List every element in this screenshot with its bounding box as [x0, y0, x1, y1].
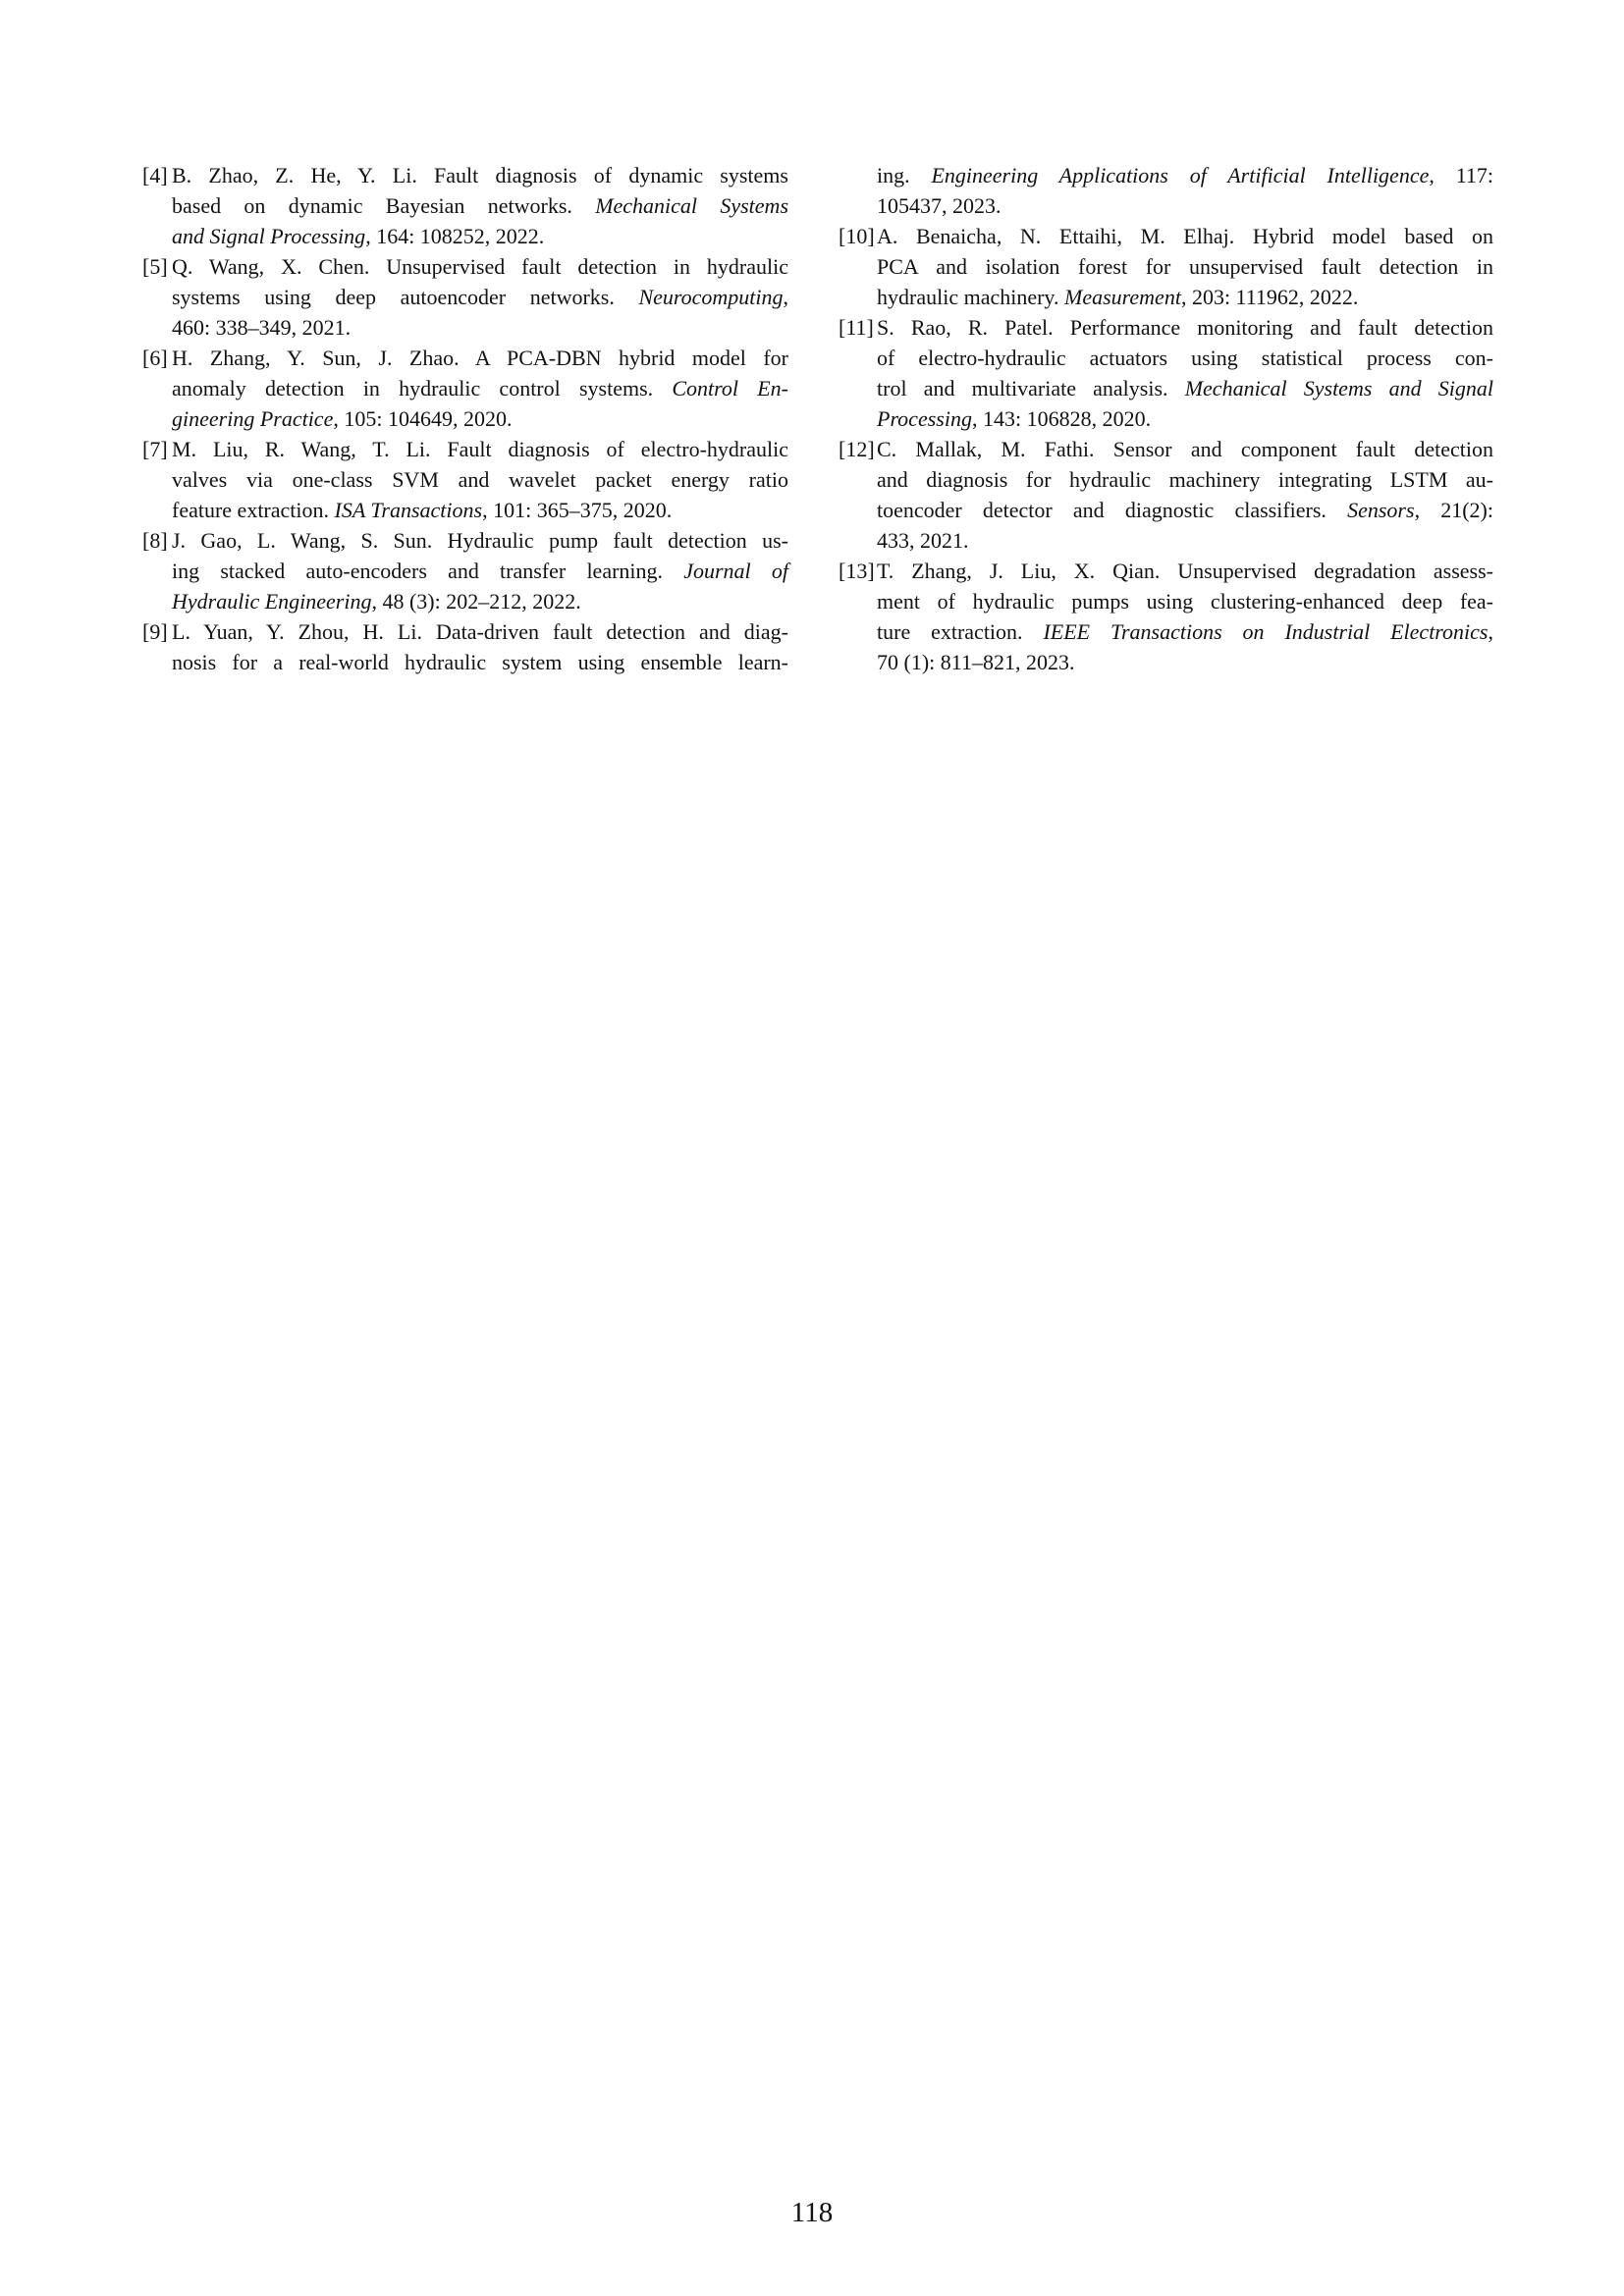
reference-line — [877, 221, 1493, 251]
reference-line — [172, 586, 788, 616]
reference-text: toencoder detector and diagnostic classifiers. — [877, 498, 1348, 522]
reference-line — [877, 586, 1493, 616]
references-column-right — [839, 160, 1493, 677]
reference-line — [877, 251, 1493, 282]
reference-line — [172, 647, 788, 677]
reference-line — [172, 160, 788, 190]
reference-label: [7] — [142, 437, 168, 461]
journal-title: Journal of — [683, 559, 788, 583]
reference-entry — [839, 221, 1493, 312]
reference-line — [172, 282, 788, 312]
reference-line — [172, 221, 788, 251]
reference-label: [13] — [839, 559, 875, 583]
reference-line — [877, 434, 1493, 464]
reference-text: B. Zhao, Z. He, Y. Li. Fault diagnosis of dynamic systems — [172, 163, 788, 187]
reference-text: nosis for a real-world hydraulic system using ensemble learn- — [172, 650, 788, 674]
reference-text: , 117: — [1429, 163, 1493, 187]
reference-body — [172, 616, 788, 677]
page-number: 118 — [790, 2197, 834, 2228]
reference-body — [172, 343, 788, 434]
reference-body — [172, 160, 788, 251]
reference-text: 70 (1): 811–821, 2023. — [877, 650, 1075, 674]
reference-label: [10] — [839, 224, 875, 248]
journal-title: Mechanical Systems and Signal — [1184, 376, 1493, 400]
reference-text: , 101: 365–375, 2020. — [482, 498, 673, 522]
reference-text: of electro-hydraulic actuators using statistical process con- — [877, 346, 1493, 370]
reference-body — [877, 434, 1493, 556]
reference-line — [172, 373, 788, 403]
reference-line — [172, 190, 788, 221]
journal-title: Sensors — [1347, 498, 1415, 522]
journal-title: Mechanical Systems — [595, 193, 789, 218]
reference-line — [172, 251, 788, 282]
reference-body — [877, 160, 1493, 221]
reference-label: [11] — [839, 315, 874, 340]
reference-text: valves via one-class SVM and wavelet packet energy ratio — [172, 467, 788, 492]
reference-label: [12] — [839, 437, 875, 461]
reference-text: , — [783, 285, 788, 309]
journal-title: IEEE Transactions on Industrial Electronics — [1043, 619, 1489, 644]
reference-text: hydraulic machinery. — [877, 285, 1064, 309]
reference-text: trol and multivariate analysis. — [877, 376, 1185, 400]
reference-text: feature extraction. — [172, 498, 335, 522]
reference-body — [877, 312, 1493, 434]
reference-line — [877, 312, 1493, 343]
reference-entry — [142, 343, 788, 434]
journal-title: Engineering Applications of Artificial Intelligence — [931, 163, 1430, 187]
reference-label: [9] — [142, 619, 168, 644]
reference-body — [172, 251, 788, 343]
reference-line — [172, 312, 788, 343]
journal-title: Control En- — [672, 376, 788, 400]
reference-text: 105437, 2023. — [877, 193, 1001, 218]
reference-line — [877, 495, 1493, 525]
reference-body — [172, 525, 788, 616]
reference-text: Q. Wang, X. Chen. Unsupervised fault detection in hydraulic — [172, 254, 788, 279]
reference-label: [8] — [142, 528, 168, 553]
reference-text: , 105: 104649, 2020. — [333, 406, 513, 431]
reference-text: PCA and isolation forest for unsupervised fault detection in — [877, 254, 1493, 279]
reference-line — [172, 343, 788, 373]
reference-line — [877, 464, 1493, 495]
reference-text: , — [1488, 619, 1493, 644]
reference-entry — [142, 525, 788, 616]
reference-label: [6] — [142, 346, 168, 370]
reference-body — [877, 221, 1493, 312]
reference-text: ing. — [877, 163, 932, 187]
reference-label: [4] — [142, 163, 168, 187]
reference-text: ing stacked auto-encoders and transfer learning. — [172, 559, 684, 583]
reference-text: A. Benaicha, N. Ettaihi, M. Elhaj. Hybrid model based on — [877, 224, 1493, 248]
reference-text: and diagnosis for hydraulic machinery integrating LSTM au- — [877, 467, 1493, 492]
journal-title: Processing — [877, 406, 972, 431]
reference-text: , 48 (3): 202–212, 2022. — [371, 589, 581, 614]
reference-body — [877, 556, 1493, 677]
references-column-left — [142, 160, 788, 677]
reference-line — [877, 160, 1493, 190]
reference-line — [172, 434, 788, 464]
reference-line — [877, 343, 1493, 373]
journal-title: ISA Transactions — [334, 498, 483, 522]
journal-title: Neurocomputing — [638, 285, 784, 309]
reference-line — [172, 556, 788, 586]
reference-entry — [839, 312, 1493, 434]
reference-text: C. Mallak, M. Fathi. Sensor and component fault detection — [877, 437, 1493, 461]
reference-text: M. Liu, R. Wang, T. Li. Fault diagnosis of electro-hydraulic — [172, 437, 788, 461]
reference-line — [877, 616, 1493, 647]
reference-text: J. Gao, L. Wang, S. Sun. Hydraulic pump fault detection us- — [172, 528, 788, 553]
reference-line — [877, 525, 1493, 556]
reference-line — [877, 647, 1493, 677]
reference-line — [877, 373, 1493, 403]
reference-entry — [142, 160, 788, 251]
reference-text: based on dynamic Bayesian networks. — [172, 193, 596, 218]
reference-label: [5] — [142, 254, 168, 279]
reference-line — [172, 616, 788, 647]
reference-text: , 143: 106828, 2020. — [971, 406, 1152, 431]
reference-line — [172, 525, 788, 556]
reference-line — [172, 495, 788, 525]
reference-entry — [142, 434, 788, 525]
reference-text: 460: 338–349, 2021. — [172, 315, 352, 340]
reference-line — [877, 190, 1493, 221]
journal-title: and Signal Processing — [172, 224, 366, 248]
reference-text: 433, 2021. — [877, 528, 969, 553]
reference-line — [877, 403, 1493, 434]
reference-text: ture extraction. — [877, 619, 1044, 644]
reference-entry — [839, 160, 1493, 221]
reference-line — [172, 403, 788, 434]
reference-entry — [839, 434, 1493, 556]
reference-text: S. Rao, R. Patel. Performance monitoring and fault detection — [877, 315, 1493, 340]
reference-text: systems using deep autoencoder networks. — [172, 285, 639, 309]
reference-text: , 21(2): — [1414, 498, 1493, 522]
journal-title: gineering Practice — [172, 406, 334, 431]
reference-text: L. Yuan, Y. Zhou, H. Li. Data-driven fault detection and diag- — [172, 619, 788, 644]
reference-text: T. Zhang, J. Liu, X. Qian. Unsupervised degradation assess- — [877, 559, 1493, 583]
reference-entry — [142, 251, 788, 343]
journal-title: Measurement — [1064, 285, 1181, 309]
reference-entry — [839, 556, 1493, 677]
reference-text: , 203: 111962, 2022. — [1180, 285, 1359, 309]
reference-label — [839, 160, 877, 221]
reference-body — [172, 434, 788, 525]
reference-line — [172, 464, 788, 495]
reference-entry — [142, 616, 788, 677]
reference-text: H. Zhang, Y. Sun, J. Zhao. A PCA-DBN hybrid model for — [172, 346, 788, 370]
reference-line — [877, 282, 1493, 312]
reference-text: , 164: 108252, 2022. — [365, 224, 545, 248]
journal-title: Hydraulic Engineering — [172, 589, 372, 614]
reference-text: anomaly detection in hydraulic control systems. — [172, 376, 673, 400]
reference-text: ment of hydraulic pumps using clustering-enhanced deep fea- — [877, 589, 1493, 614]
reference-line — [877, 556, 1493, 586]
